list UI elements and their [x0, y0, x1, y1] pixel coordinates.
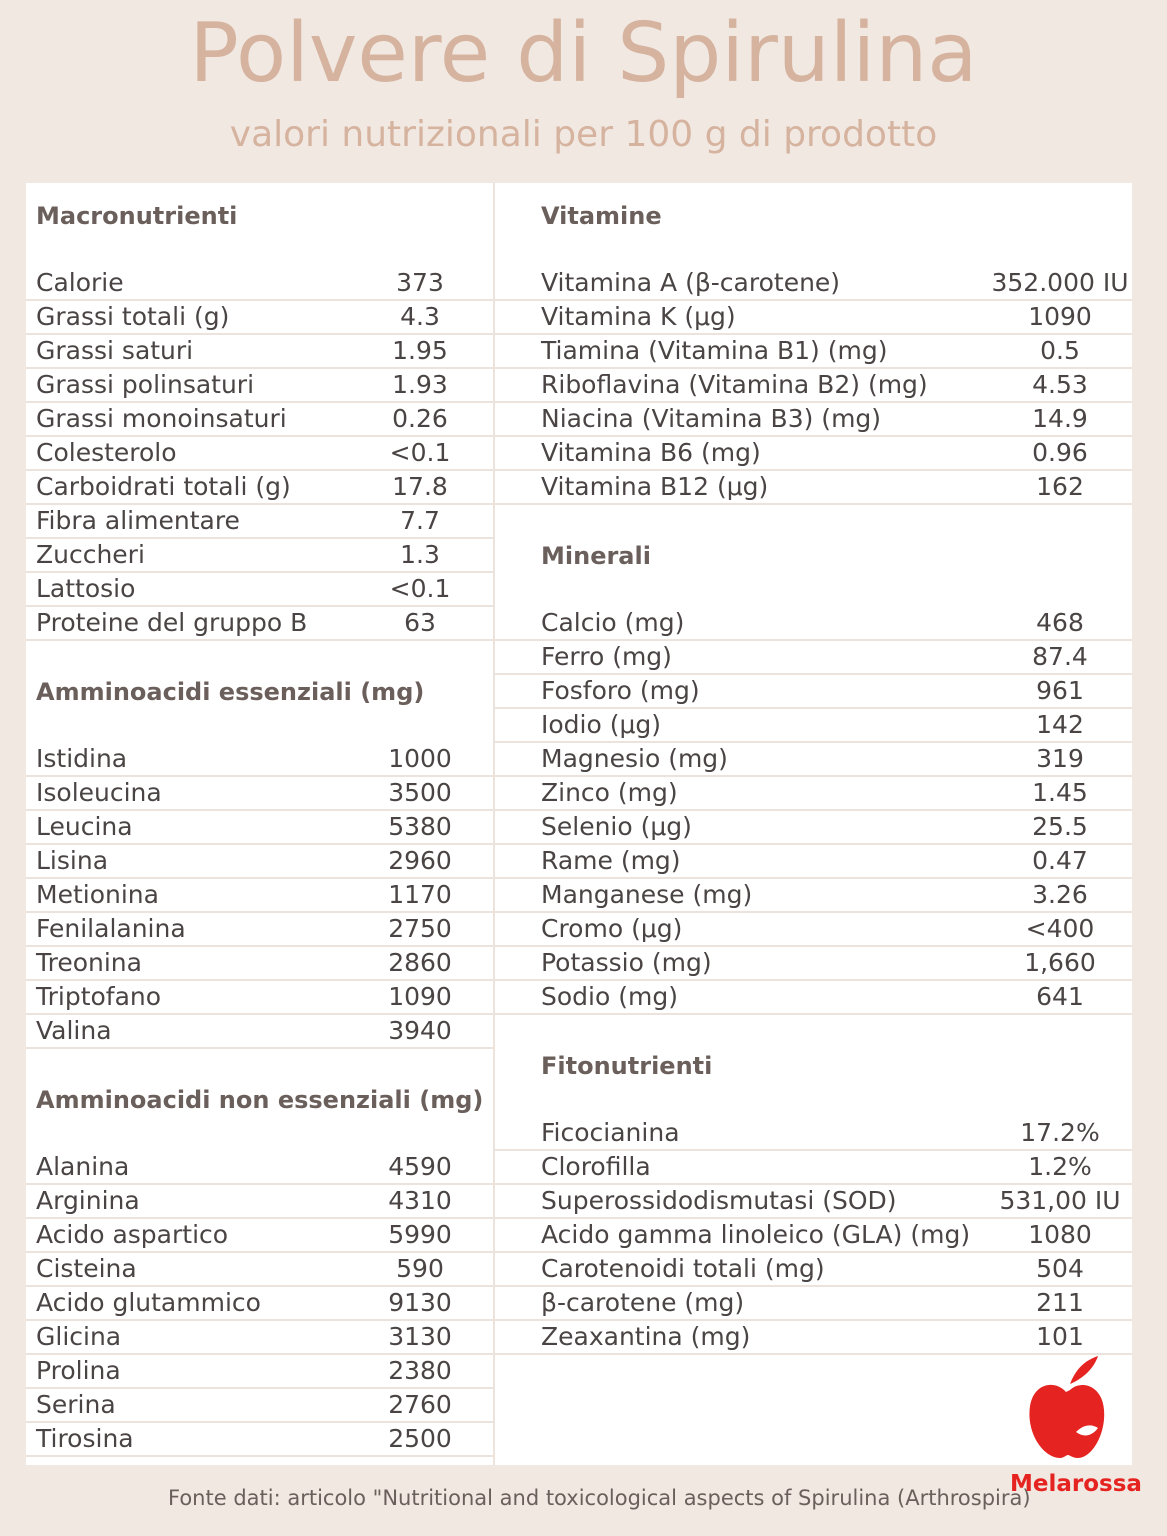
- row-label: Fosforo (mg): [541, 676, 700, 705]
- row-label: Carboidrati totali (g): [36, 472, 291, 501]
- table-row: [26, 777, 493, 811]
- table-row: [495, 1185, 1132, 1219]
- table-row: [26, 913, 493, 947]
- row-value: 5990: [388, 1220, 452, 1249]
- row-value: 1.3: [400, 540, 440, 569]
- row-value: 1.2%: [1028, 1152, 1092, 1181]
- mineral-rows: [495, 607, 1132, 1015]
- row-value: 2380: [388, 1356, 452, 1385]
- row-label: Carotenoidi totali (mg): [541, 1254, 825, 1283]
- table-row: [495, 947, 1132, 981]
- row-label: Fenilalanina: [36, 914, 186, 943]
- row-value: 468: [1036, 608, 1084, 637]
- row-label: Cromo (μg): [541, 914, 683, 943]
- table-row: [26, 267, 493, 301]
- table-row: [495, 1117, 1132, 1151]
- row-value: 4.3: [400, 302, 440, 331]
- section-title-macronutrienti: Macronutrienti: [36, 202, 238, 230]
- table-row: [26, 505, 493, 539]
- table-row: [26, 607, 493, 641]
- row-label: β-carotene (mg): [541, 1288, 745, 1317]
- table-row: [495, 403, 1132, 437]
- row-value: 4590: [388, 1152, 452, 1181]
- row-value: 211: [1036, 1288, 1084, 1317]
- table-row: [26, 1253, 493, 1287]
- row-label: Ficocianina: [541, 1118, 680, 1147]
- row-label: Leucina: [36, 812, 133, 841]
- row-label: Potassio (mg): [541, 948, 712, 977]
- table-row: [495, 777, 1132, 811]
- row-label: Proteine del gruppo B: [36, 608, 308, 637]
- row-value: 63: [404, 608, 436, 637]
- row-label: Sodio (mg): [541, 982, 678, 1011]
- row-value: 1.95: [392, 336, 448, 365]
- row-label: Selenio (μg): [541, 812, 692, 841]
- row-value: 25.5: [1032, 812, 1088, 841]
- vitamin-rows: [495, 267, 1132, 505]
- row-label: Acido aspartico: [36, 1220, 229, 1249]
- row-value: 0.5: [1040, 336, 1080, 365]
- row-value: 1090: [388, 982, 452, 1011]
- row-value: 3940: [388, 1016, 452, 1045]
- table-row: [495, 981, 1132, 1015]
- row-value: 7.7: [400, 506, 440, 535]
- row-value: 9130: [388, 1288, 452, 1317]
- row-value: 17.2%: [1020, 1118, 1100, 1147]
- source-note: Fonte dati: articolo "Nutritional and toxicological aspects of Spirulina (Arthrospira): [168, 1486, 1031, 1510]
- row-label: Vitamina B6 (mg): [541, 438, 761, 467]
- row-value: 1000: [388, 744, 452, 773]
- row-value: <0.1: [389, 438, 451, 467]
- table-row: [26, 437, 493, 471]
- table-row: [26, 845, 493, 879]
- row-value: 641: [1036, 982, 1084, 1011]
- section-title-fitonutrienti: Fitonutrienti: [541, 1052, 713, 1080]
- row-value: 504: [1036, 1254, 1084, 1283]
- row-label: Acido gamma linoleico (GLA) (mg): [541, 1220, 971, 1249]
- table-row: [495, 641, 1132, 675]
- table-row: [495, 675, 1132, 709]
- row-value: 531,00 IU: [999, 1186, 1121, 1215]
- row-label: Niacina (Vitamina B3) (mg): [541, 404, 882, 433]
- table-row: [26, 1287, 493, 1321]
- table-row: [26, 335, 493, 369]
- row-label: Grassi totali (g): [36, 302, 230, 331]
- table-row: [26, 811, 493, 845]
- row-value: 101: [1036, 1322, 1084, 1351]
- row-label: Calcio (mg): [541, 608, 685, 637]
- page-subtitle: valori nutrizionali per 100 g di prodotto: [229, 114, 938, 155]
- apple-logo-icon: [1026, 1354, 1106, 1462]
- row-value: 319: [1036, 744, 1084, 773]
- table-row: [26, 1015, 493, 1049]
- row-value: 0.26: [392, 404, 448, 433]
- row-value: 4310: [388, 1186, 452, 1215]
- row-label: Alanina: [36, 1152, 130, 1181]
- section-title-amminoacidi-essenziali: Amminoacidi essenziali (mg): [36, 678, 425, 706]
- table-row: [26, 743, 493, 777]
- right-column: [495, 183, 1132, 1355]
- table-row: [26, 1151, 493, 1185]
- table-row: [26, 1321, 493, 1355]
- brand-name: Melarossa: [1010, 1471, 1142, 1497]
- row-label: Isoleucina: [36, 778, 162, 807]
- row-label: Iodio (μg): [541, 710, 662, 739]
- row-value: 1.45: [1032, 778, 1088, 807]
- table-row: [26, 1355, 493, 1389]
- table-row: [26, 1423, 493, 1457]
- table-row: [26, 539, 493, 573]
- table-row: [495, 879, 1132, 913]
- page-title: Polvere di Spirulina: [189, 6, 978, 101]
- row-label: Clorofilla: [541, 1152, 651, 1181]
- table-row: [495, 845, 1132, 879]
- row-value: 3.26: [1032, 880, 1088, 909]
- row-value: 1080: [1028, 1220, 1092, 1249]
- table-row: [26, 1219, 493, 1253]
- row-label: Superossidodismutasi (SOD): [541, 1186, 897, 1215]
- row-label: Magnesio (mg): [541, 744, 728, 773]
- row-value: 5380: [388, 812, 452, 841]
- row-value: 2860: [388, 948, 452, 977]
- table-row: [495, 811, 1132, 845]
- section-title-amminoacidi-non-essenziali: Amminoacidi non essenziali (mg): [36, 1086, 484, 1114]
- row-label: Rame (mg): [541, 846, 681, 875]
- table-row: [495, 709, 1132, 743]
- row-value: 1.93: [392, 370, 448, 399]
- row-value: 17.8: [392, 472, 448, 501]
- phyto-rows: [495, 1117, 1132, 1355]
- table-row: [26, 301, 493, 335]
- table-row: [495, 301, 1132, 335]
- nutrition-table: [26, 183, 1132, 1465]
- row-value: 2960: [388, 846, 452, 875]
- section-title-minerali: Minerali: [541, 542, 651, 570]
- table-row: [26, 573, 493, 607]
- row-value: 373: [396, 268, 444, 297]
- row-value: 352.000 IU: [991, 268, 1129, 297]
- row-label: Tirosina: [36, 1424, 134, 1453]
- row-value: 4.53: [1032, 370, 1088, 399]
- row-label: Acido glutammico: [36, 1288, 261, 1317]
- row-label: Riboflavina (Vitamina B2) (mg): [541, 370, 928, 399]
- row-label: Cisteina: [36, 1254, 137, 1283]
- row-value: 1170: [388, 880, 452, 909]
- row-label: Manganese (mg): [541, 880, 753, 909]
- table-row: [495, 335, 1132, 369]
- row-label: Treonina: [36, 948, 142, 977]
- table-row: [495, 1219, 1132, 1253]
- row-label: Calorie: [36, 268, 124, 297]
- row-label: Ferro (mg): [541, 642, 672, 671]
- row-value: 2760: [388, 1390, 452, 1419]
- table-row: [495, 437, 1132, 471]
- row-label: Zuccheri: [36, 540, 145, 569]
- table-row: [26, 1389, 493, 1423]
- row-label: Valina: [36, 1016, 112, 1045]
- row-label: Vitamina A (β-carotene): [541, 268, 841, 297]
- row-label: Vitamina B12 (μg): [541, 472, 769, 501]
- section-title-vitamine: Vitamine: [541, 202, 662, 230]
- row-value: <400: [1025, 914, 1095, 943]
- row-value: 590: [396, 1254, 444, 1283]
- table-row: [26, 879, 493, 913]
- macro-rows: [26, 267, 493, 641]
- row-label: Triptofano: [36, 982, 162, 1011]
- row-value: <0.1: [389, 574, 451, 603]
- row-label: Zeaxantina (mg): [541, 1322, 751, 1351]
- row-label: Lattosio: [36, 574, 136, 603]
- row-label: Glicina: [36, 1322, 122, 1351]
- table-row: [495, 1287, 1132, 1321]
- row-value: 3500: [388, 778, 452, 807]
- row-label: Colesterolo: [36, 438, 177, 467]
- row-label: Vitamina K (μg): [541, 302, 736, 331]
- table-row: [495, 267, 1132, 301]
- row-value: 87.4: [1032, 642, 1088, 671]
- row-label: Lisina: [36, 846, 109, 875]
- row-value: 1090: [1028, 302, 1092, 331]
- table-row: [26, 471, 493, 505]
- table-row: [495, 913, 1132, 947]
- row-value: 142: [1036, 710, 1084, 739]
- left-column: [26, 183, 493, 1457]
- row-value: 1,660: [1024, 948, 1096, 977]
- table-row: [495, 1321, 1132, 1355]
- row-label: Tiamina (Vitamina B1) (mg): [541, 336, 888, 365]
- row-label: Fibra alimentare: [36, 506, 240, 535]
- row-value: 162: [1036, 472, 1084, 501]
- essential-rows: [26, 743, 493, 1049]
- row-label: Istidina: [36, 744, 128, 773]
- row-label: Metionina: [36, 880, 159, 909]
- row-value: 0.96: [1032, 438, 1088, 467]
- table-row: [26, 403, 493, 437]
- row-label: Zinco (mg): [541, 778, 678, 807]
- table-row: [495, 743, 1132, 777]
- row-label: Grassi monoinsaturi: [36, 404, 287, 433]
- row-value: 0.47: [1032, 846, 1088, 875]
- table-row: [26, 369, 493, 403]
- row-label: Prolina: [36, 1356, 121, 1385]
- row-label: Arginina: [36, 1186, 140, 1215]
- nonessential-rows: [26, 1151, 493, 1457]
- table-row: [495, 607, 1132, 641]
- table-row: [495, 471, 1132, 505]
- table-row: [26, 981, 493, 1015]
- row-value: 14.9: [1032, 404, 1088, 433]
- table-row: [26, 947, 493, 981]
- row-label: Grassi saturi: [36, 336, 194, 365]
- row-value: 3130: [388, 1322, 452, 1351]
- row-value: 961: [1036, 676, 1084, 705]
- table-row: [495, 1253, 1132, 1287]
- row-value: 2500: [388, 1424, 452, 1453]
- table-row: [26, 1185, 493, 1219]
- row-label: Serina: [36, 1390, 116, 1419]
- table-row: [495, 1151, 1132, 1185]
- row-value: 2750: [388, 914, 452, 943]
- row-label: Grassi polinsaturi: [36, 370, 255, 399]
- table-row: [495, 369, 1132, 403]
